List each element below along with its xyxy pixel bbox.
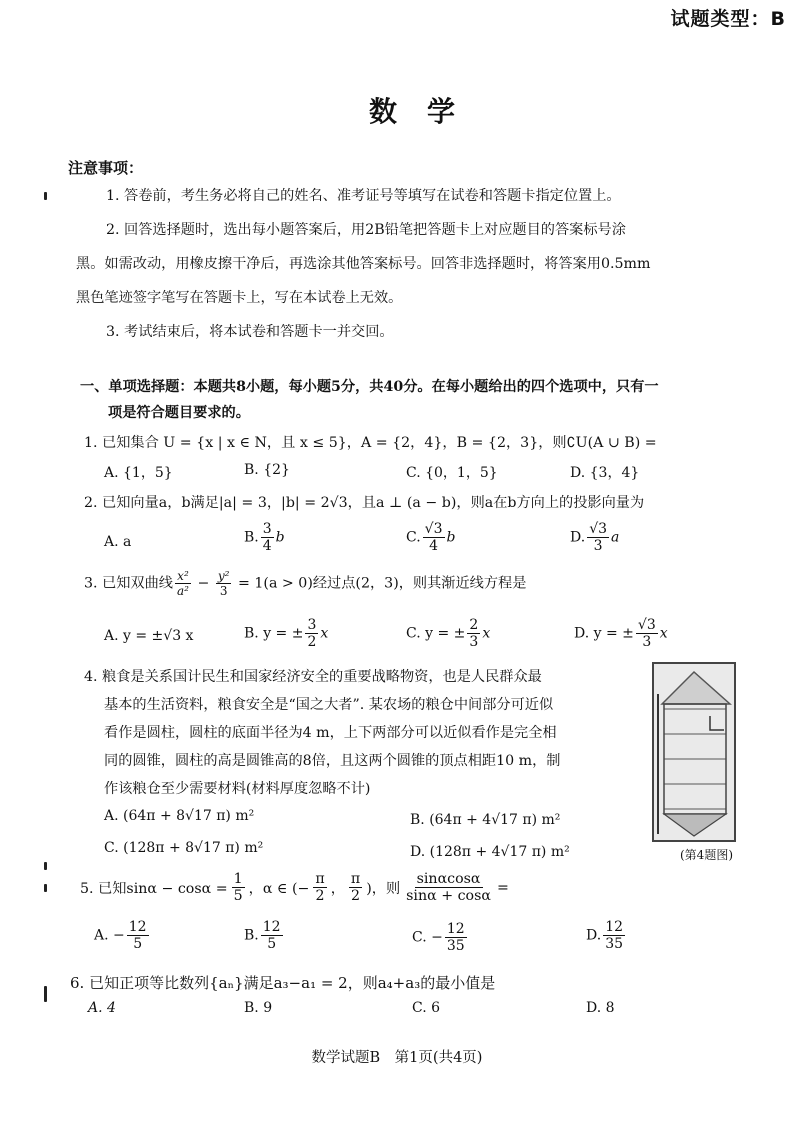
scan-mark: [44, 192, 47, 200]
q1-option-d: D. {3，4}: [570, 465, 640, 481]
q5-stem: 5. 已知sinα − cosα = $\frac{1}{5}$ ，α ∈ (− $\frac{\pi}{2}$ ， $\frac{\pi}{2}$ )，则 $\frac{\sin\alpha\cos\alpha}{\sin\alpha + \cos\alpha}$ =: [80, 871, 509, 905]
q3-option-a: A. y = ±√3 x: [104, 628, 194, 644]
q6-option-c: C. 6: [412, 1000, 441, 1016]
exam-type-label: 试题类型：B: [670, 8, 786, 30]
notice-item-2-cont2: 黑色笔迹签字笔写在答题卡上，写在本试卷上无效。: [76, 290, 403, 306]
q3-option-c: C. y = ± $\frac{2}{3}$ x: [406, 617, 491, 650]
q1-option-b: B. {2}: [244, 462, 290, 478]
section-heading-cont: 项是符合题目要求的。: [108, 405, 250, 421]
q6-option-a: A. 4: [88, 1000, 116, 1016]
q2-option-d: D. $\frac{√3}{3}$ a: [570, 521, 620, 554]
q6-stem: 6. 已知正项等比数列{aₙ}满足a₃−a₁ = 2，则a₄+a₃的最小值是: [70, 974, 496, 992]
granary-figure: [652, 662, 736, 842]
q4-option-d: D. (128π + 4√17 π) m²: [410, 844, 570, 860]
q1-stem: 1. 已知集合 U = {x | x ∈ N，且 x ≤ 5}，A = {2，4}，B = {2，3}，则∁U(A ∪ B) =: [84, 435, 657, 451]
page-footer: 数学试题B 第1页(共4页): [311, 1050, 483, 1066]
q4-line-4: 同的圆锥，圆柱的高是圆锥高的8倍，且这两个圆锥的顶点相距10 m，制: [104, 753, 561, 769]
notice-item-1: 1. 答卷前，考生务必将自己的姓名、准考证号等填写在试卷和答题卡指定位置上。: [106, 188, 621, 204]
q4-line-2: 基本的生活资料，粮食安全是“国之大者”. 某农场的粮仓中间部分可近似: [104, 697, 554, 713]
q5-option-a: A. − $\frac{12}{5}$: [94, 919, 147, 952]
q6-option-d: D. 8: [586, 1000, 615, 1016]
notice-item-2-cont: 黑。如需改动，用橡皮擦干净后，再选涂其他答案标号。回答非选择题时，将答案用0.5mm: [76, 256, 651, 272]
q5-option-d: D. $\frac{12}{35}$: [586, 919, 624, 952]
scan-mark: [44, 884, 47, 892]
q3-option-b: B. y = ± $\frac{3}{2}$ x: [244, 617, 329, 650]
q4-line-5: 作该粮仓至少需要材料(材料厚度忽略不计): [104, 781, 371, 797]
q2-option-c: C. $\frac{√3}{4}$ b: [406, 521, 456, 554]
figure-caption: (第4题图): [680, 848, 733, 862]
notice-item-2: 2. 回答选择题时，选出每小题答案后，用2B铅笔把答题卡上对应题目的答案标号涂: [106, 222, 626, 238]
q5-option-b: B. $\frac{12}{5}$: [244, 919, 281, 952]
q2-option-b: B. $\frac{3}{4}$ b: [244, 521, 285, 554]
q2-stem: 2. 已知向量a，b满足|a| = 3，|b| = 2√3，且a ⊥ (a − b)，则a在b方向上的投影向量为: [84, 495, 645, 511]
section-heading: 一、单项选择题：本题共8小题，每小题5分，共40分。在每小题给出的四个选项中，只有一: [80, 379, 659, 395]
q5-option-c: C. − $\frac{12}{35}$: [412, 921, 465, 954]
q1-option-c: C. {0，1，5}: [406, 465, 498, 481]
q4-line-1: 4. 粮食是关系国计民生和国家经济安全的重要战略物资，也是人民群众最: [84, 669, 542, 685]
q6-option-b: B. 9: [244, 1000, 273, 1016]
q3-option-d: D. y = ± $\frac{√3}{3}$ x: [574, 617, 668, 650]
q4-option-a: A. (64π + 8√17 π) m²: [104, 808, 255, 824]
q2-option-a: A. a: [104, 534, 132, 550]
q1-option-a: A. {1，5}: [104, 465, 173, 481]
q4-option-c: C. (128π + 8√17 π) m²: [104, 840, 264, 856]
scan-mark: [44, 986, 47, 1002]
notice-item-3: 3. 考试结束后，将本试卷和答题卡一并交回。: [106, 324, 394, 340]
q4-option-b: B. (64π + 4√17 π) m²: [410, 812, 561, 828]
scan-mark: [44, 862, 47, 870]
q3-stem: 3. 已知双曲线 $\frac{\text{x²}}{\text{a²}}$ − $\frac{\text{y²}}{3}$ = 1(a > 0)经过点(2，3)，则其渐近线方程是: [84, 569, 527, 598]
granary-image: [654, 664, 734, 840]
q4-line-3: 看作是圆柱，圆柱的底面半径为4 m，上下两部分可以近似看作是完全相: [104, 725, 557, 741]
notice-heading: 注意事项：: [68, 159, 144, 177]
page-title: 数学: [368, 95, 485, 128]
